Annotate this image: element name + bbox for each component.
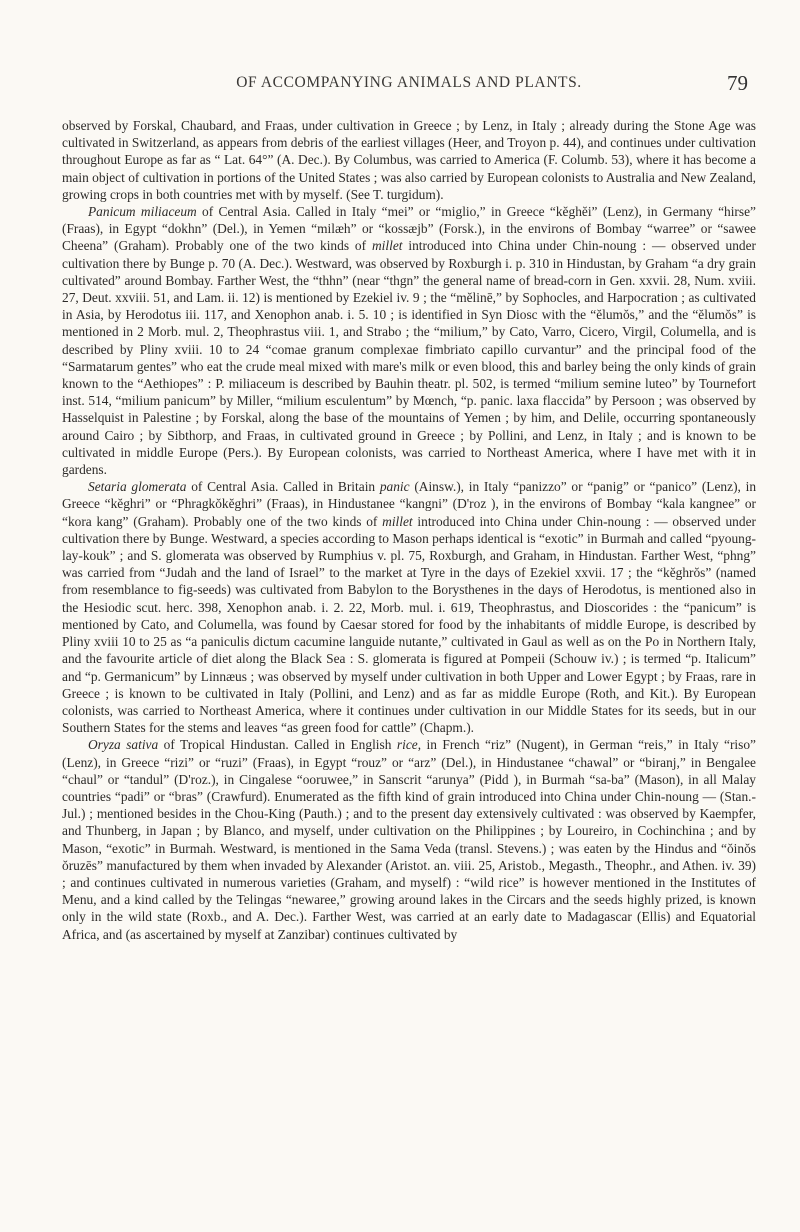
paragraph	[62, 736, 756, 942]
text-run: of Central Asia. Called in Italy “mei” or “miglio,” in Greece “kĕghĕi” (Lenz), in Germany “hirse” (Fraas), in Egypt “dokhn” (Del.), in Yemen “milæh” or “kossæjb” (Forsk.), in the environs of Bombay “warree” or “sawee Cheena” (Graham). Probably one of the two kinds of	[62, 204, 756, 254]
italic-term: millet	[371, 238, 403, 254]
running-head	[62, 71, 756, 96]
italic-term: millet	[382, 513, 413, 529]
text-run: , in French “riz” (Nugent), in German “reis,” in Italy “riso” (Lenz), in Greece “rizi” or “ruzi” (Fraas), in Egypt “rouz” or “arz” (Del.), in Hindustanee “chawal” or “biranj,” in Bengalee “chaul” or “tandul” (D'roz.), in Cingalese “ooruwee,” in Sanscrit “arunya” (Pidd ), in Burmah “sa-ba” (Mason), in all Malay countries “padi” or “bras” (Crawfurd). Enumerated as the fifth kind of grain introduced into China under Chin-noung — (Stan.-Jul.) ; mentioned besides in the Chou-King (Pauth.) ; and to the present day extensively cultivated : was observed by Kaempfer, and Thunberg, in Japan ; by Blanco, and myself, under cultivation on the Philippines ; by Loureiro, in Cochinchina ; and by Mason, “exotic” in Burmah. Westward, is mentioned in the Sama Veda (transl. Stevens.) ; was eaten by the Hindus and “ŏinŏs ŏruzēs” manufactured by them when invaded by Alexander (Aristot. an. viii. 25, Aristob., Megasth., Theophr., and Athen. iv. 39) ; and continues cultivated in numerous varieties (Graham, and myself) : “wild rice” is however mentioned in the Institutes of Menu, and a kind called by the Telingas “newaree,” growing around lakes in the Circars and the seeds highly prized, is known only in the wild state (Roxb., and A. Dec.). Farther West, was carried at an early date to Madagascar (Ellis) and Equatorial Africa, and (as ascertained by myself at Zanzibar) continues cultivated by	[62, 737, 756, 942]
paragraph	[62, 478, 756, 736]
italic-term: Setaria glomerata	[88, 479, 187, 495]
paragraph	[62, 203, 756, 478]
page-number: 79	[727, 71, 748, 95]
italic-term: Panicum miliaceum	[88, 204, 197, 220]
text-run: observed by Forskal, Chaubard, and Fraas, under cultivation in Greece ; by Lenz, in Italy ; already during the Stone Age was cultivated in Switzerland, as appears from debris of the earliest villages (Heer, and Troyon p. 44), and continues under cultivation throughout Europe as far as “ Lat. 64°” (A. Dec.). By Columbus, was carried to America (F. Columb. 53), where it has become a main object of cultivation in portions of the United States ; was also carried by European colonists to Australia and New Zealand, growing crops in both countries met with by myself. (See T. turgidum).	[62, 118, 756, 202]
italic-term: Oryza sativa	[88, 737, 159, 753]
text-run: introduced into China under Chin-noung : — observed under cultivation there by Bunge. Westward, a species according to Mason perhaps identical is “exotic” in Burmah and called “pyoung-lay-kouk” ; and S. glomerata was observed by Rumphius v. pl. 75, Roxburgh, and Graham, in Hindustan. Farther West, “phng” was carried from “Judah and the land of Israel” to the market at Tyre in the days of Ezekiel xxvii. 17 ; the “kĕghrŏs” (named from resemblance to fig-seeds) was cultivated from Babylon to the Borysthenes in the days of Herodotus, is mentioned also in the Hesiodic scut. herc. 398, Xenophon anab. i. 2. 22, Morb. mul. i. 619, Theophrastus, and Dioscorides : the “panicum” is mentioned by Cato, and Columella, was found by Caesar stored for food by the inhabitants of middle Europe, is described by Pliny xviii 10 to 25 as “a paniculis dictum cacumine languide nutante,” cultivated in Gaul as well as on the Po in Northern Italy, and the favourite article of diet along the Black Sea : S. glomerata is figured at Pompeii (Schouw iv.) ; is termed “p. Italicum” and “p. Germanicum” by Linnæus ; was observed by myself under cultivation in both Upper and Lower Egypt ; by Fraas, rare in Greece ; is known to be cultivated in Italy (Pollini, and Lenz) and as far as middle Europe (Roth, and Kit.). By European colonists, was carried to Northeast America, where it continues under cultivation in our Middle States for its seeds, but in our Southern States for the stems and leaves “as green food for cattle” (Chapm.).	[62, 513, 756, 736]
text-run: introduced into China under Chin-noung : — observed under cultivation there by Bunge p. 70 (A. Dec.). Westward, was observed by Roxburgh i. p. 310 in Hindustan, by Graham “a dry grain cultivated” around Bombay. Farther West, the “thhn” (near “thgn” the general name of bread-corn in Gen. xxvii. 28, Num. xviii. 27, Deut. xxviii. 51, and Lam. ii. 12) is mentioned by Ezekiel iv. 9 ; the “mĕlinē,” by Sophocles, and Harpocration ; as cultivated in Asia, by Herodotus iii. 117, and Xenophon anab. i. 5. 10 ; is identified in Syn Diosc with the “ĕlumŏs,” and the “ĕlumŏs” is mentioned in 2 Morb. mul. 2, Theophrastus viii. 1, and Strabo ; the “milium,” by Cato, Varro, Cicero, Virgil, Columella, and is described by Pliny xviii. 10 to 24 “comae granum complexae fimbriato capillo curvantur” and the principal food of the “Sarmatarum gentes” who eat the crude meal mixed with mare's milk or even blood, this and barley being the only kinds of grain known to the “Aethiopes” : P. miliaceum is described by Bauhin theatr. pl. 502, is termed “milium semine luteo” by Tournefort inst. 514, “milium panicum” by Miller, “milium esculentum” by Mœnch, “p. panic. laxa flaccida” by Persoon ; was observed by Hasselquist in Palestine ; by Forskal, along the base of the mountains of Yemen ; by him, and Delile, occurring spontaneously around Cairo ; by Sibthorp, and Fraas, in cultivated ground in Greece ; by Pollini, and Lenz, in Italy ; and is known to be cultivated in middle Europe (Pers.). By European colonists, was carried to Northeast America, where I have met with it in gardens.	[62, 238, 756, 478]
text-run: (Ainsw.), in Italy “panizzo” or “panig” or “panico” (Lenz), in Greece “kĕghri” or “Phragkŏkĕghri” (Fraas), in Hindustanee “kangni” (D'roz ), in the environs of Bombay “kala kangnee” or “kora kang” (Graham). Probably one of the two kinds of	[62, 479, 757, 529]
italic-term: rice	[396, 737, 418, 753]
text-run: of Tropical Hindustan. Called in English	[158, 737, 397, 753]
running-head-title: OF ACCOMPANYING ANIMALS AND PLANTS.	[236, 74, 582, 91]
body-text	[62, 117, 756, 943]
italic-term: panic	[379, 479, 410, 495]
paragraph	[62, 117, 756, 203]
text-run: of Central Asia. Called in Britain	[186, 479, 380, 495]
